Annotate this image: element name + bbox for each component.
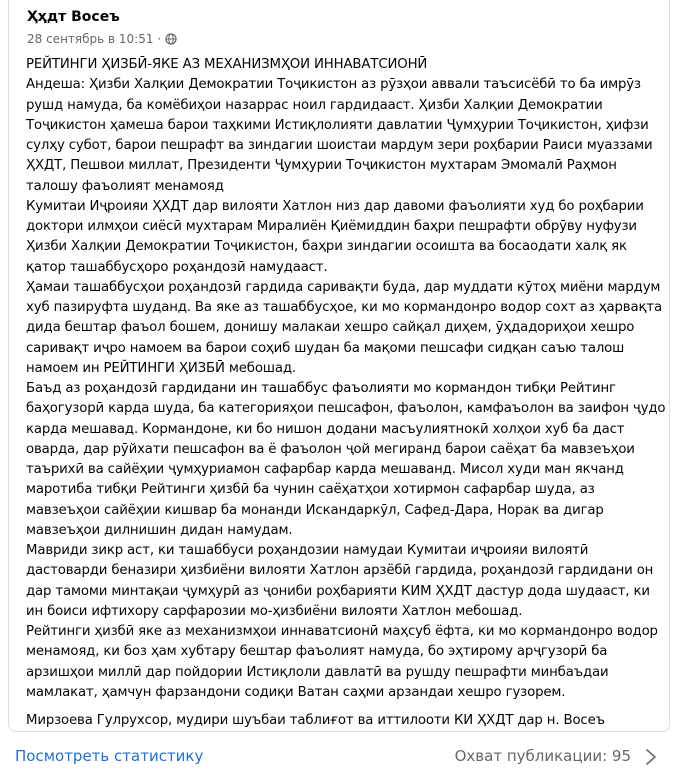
post-footer — [0, 736, 679, 779]
post-signature: Мирзоева Гулрухсор, мудири шуъбаи таблиғот ва иттилооти КИ ҲХДТ дар н. Восеъ — [26, 713, 605, 728]
meta-separator: · — [157, 32, 162, 46]
post-paragraph: Ҳамаи ташаббусҳои роҳандозӣ гардида саривақти буда, дар муддати кӯтоҳ миёни мардум хуб пазируфта шуданд. Ва яке аз ташаббусҳое, ки мо кормандонро водор сохт аз ҳарвақта дида бештар фаъол бошем, донишу малакаи хешро сайқал диҳем, ӯҳдадориҳои хешро саривақт иҷро намоем ва барои соҳиб шудан ба мақоми пешсафи сидқан саъю талош намоем ин РЕЙТИНГИ ҲИЗБӢ мебошад. — [26, 279, 662, 376]
post-reach-count: Охват публикации: 95 — [454, 747, 631, 765]
post-paragraph: Баъд аз роҳандозӣ гардидани ин ташаббус фаъолияти мо кормандон тибқи Рейтинг баҳогузорӣ карда шуда, ба категорияҳои пешсафон, фаъолон, камфаъолон ва заифон ҷудо карда мешавад. Кормандоне, ки бо нишон додани масъулиятнокӣ холҳои хуб ба даст оварда, дар рӯйхати пешсафон ва ё фаъолон ҷой мегиранд барои саёҳат ба мавзеъҳои таърихӣ ва сайёҳии ҷумҳуриамон сафарбар карда мешаванд. Мисол худи ман якчанд маротиба тибқи Рейтинги ҳизбӣ ба чунин саёҳатҳои хотирмон сафарбар шуда, аз мавзеъҳои сайёҳии кишвар ба монанди Искандаркӯл, Сафед-Дара, Норак ва дигар мавзеъҳои дилнишин дидан намудам. — [26, 381, 666, 538]
post-meta — [27, 32, 177, 46]
globe-icon[interactable] — [165, 33, 177, 45]
post-body — [26, 55, 666, 731]
view-statistics-link[interactable]: Посмотреть статистику — [15, 747, 204, 765]
chevron-right-icon[interactable] — [645, 748, 657, 766]
post-paragraph: РЕЙТИНГИ ҲИЗБӢ-ЯКЕ АЗ МЕХАНИЗМҲОИ ИННАВАТСИОНӢ Андеша: Ҳизби Халқии Демократии Тоҷикистон аз рӯзҳои аввали таъсисёбӣ то ба имрӯз рушд намуда, ба комёбиҳои назаррас ноил гардидааст. Ҳизби Халқии Демократии Тоҷикистон ҳамеша барои таҳкими Истиқлолияти давлатии Ҷумҳурии Тоҷикистон, ҳифзи сулҳу субот, барои пешрафт ва зиндагии шоистаи мардум зери роҳбарии Раиси муаззами ҲХДТ, Пешвои миллат, Президенти Ҷумҳурии Тоҷикистон мухтарам Эмомалӣ Раҳмон талошу фаъолият менамояд — [26, 57, 653, 194]
post-card — [8, 0, 670, 732]
post-paragraph: Мавриди зикр аст, ки ташаббуси роҳандозии намудаи Кумитаи иҷроияи вилоятӣ дастоварди беназири ҳизбиёни вилояти Хатлон арзёбӣ гардида, роҳандозӣ гардидани он дар тамоми минтақаи ҷумҳурӣ аз ҷониби роҳбарияти КИМ ҲХДТ дастур дода шудааст, ки ин боиси ифтихору сарфарозии мо-ҳизбиёни вилояти Хатлон мебошад. — [26, 543, 654, 619]
post-paragraph: Кумитаи Иҷроияи ҲХДТ дар вилояти Хатлон низ дар давоми фаъолияти худ бо роҳбарии доктори илмҳои сиёсӣ мухтарам Миралиён Қиёмиддин баҳри пешрафти обрӯву нуфузи Ҳизби Халқии Демократии Тоҷикистон, баҳри зиндагии осоишта ва босаодати халқ як қатор ташаббусҳоро роҳандозӣ намудааст. — [26, 198, 644, 275]
post-paragraph: Рейтинги ҳизбӣ яке аз механизмҳои иннаватсионӣ маҳсуб ёфта, ки мо кормандонро водор менамояд, ки боз ҳам хубтару бештар фаъолият намуда, бо эҳтиромy арҷгузорӣ ба арзишҳои миллӣ дар пойдории Истиқлоли давлатӣ ва рушду пешрафти минбаъдаи мамлакат, ҳамчун фарзандони содиқи Ватан саҳми арзандаи хешро гузорем. — [26, 624, 658, 700]
post-timestamp[interactable]: 28 сентябрь в 10:51 — [27, 32, 154, 46]
post-author[interactable]: Ҳҳдт Восеъ — [27, 9, 120, 25]
